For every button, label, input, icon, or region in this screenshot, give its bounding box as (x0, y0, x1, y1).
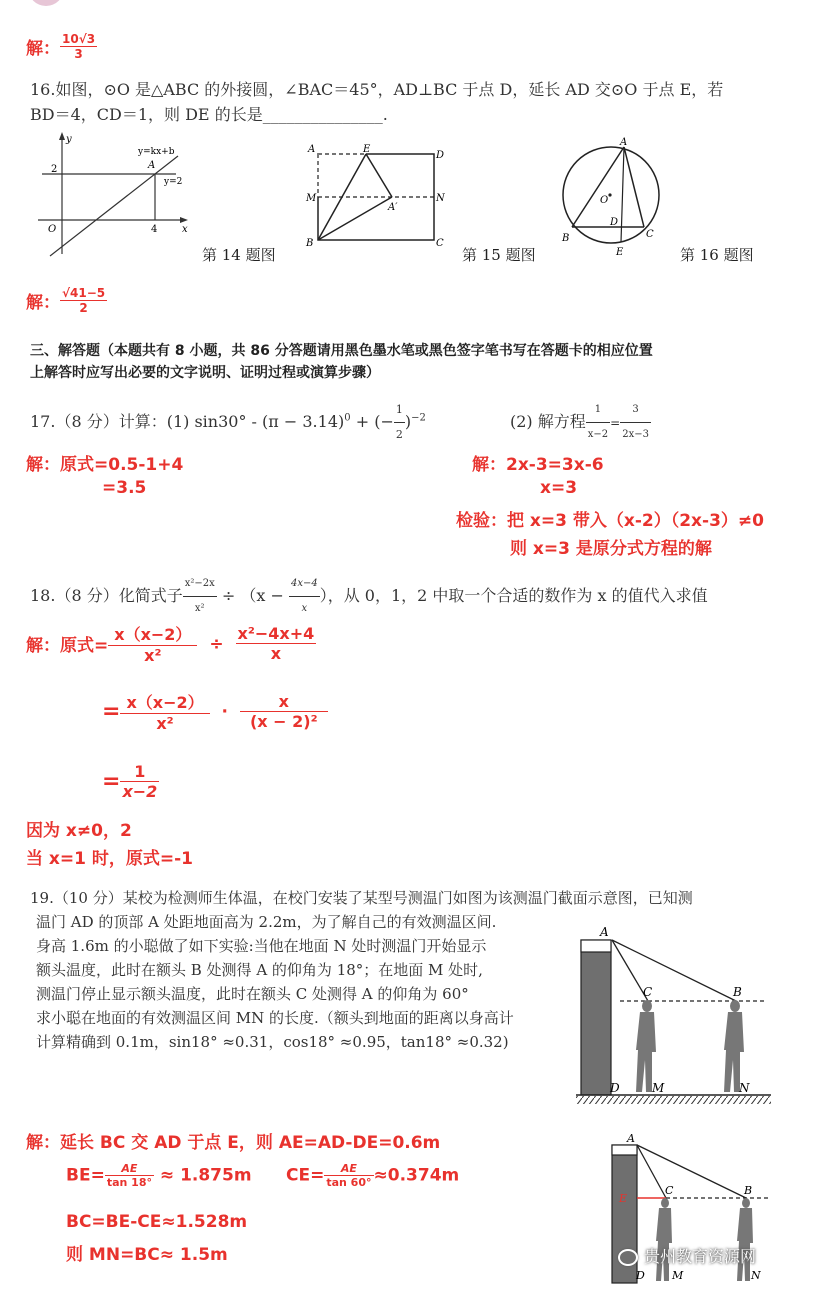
answer-prefix: 解： (26, 293, 60, 313)
answer-19-line4: 则 MN=BC≈ 1.5m (66, 1245, 228, 1265)
question-19-line2: 温门 AD 的顶部 A 处距地面高为 2.2m，为了解自己的有效测温区间. (36, 913, 497, 931)
fraction-numerator: 1 (120, 762, 159, 782)
fraction-denominator: x−2 (587, 429, 609, 440)
person-silhouette-c (636, 1000, 656, 1092)
fraction-numerator: AE (324, 1162, 373, 1176)
divide-sign: ÷ (209, 633, 224, 654)
answer-18-line5: 当 x=1 时，原式=-1 (26, 849, 194, 869)
question-16-text: BD＝4，CD＝1，则 DE 的长是 (30, 105, 263, 124)
fraction-denominator: 2 (79, 301, 88, 315)
label-C: C (665, 1184, 674, 1197)
fraction-numerator: AE (105, 1162, 154, 1176)
y-axis-label: y (66, 134, 72, 145)
hline-equation-label: y=2 (164, 177, 183, 187)
exponent-neg2: −2 (411, 412, 426, 424)
equals-sign: = (102, 699, 121, 724)
divide-expression: ÷ （x − (221, 586, 284, 605)
be-fraction (105, 1162, 154, 1189)
equals-sign: = (102, 769, 121, 794)
fraction-numerator: √41−5 (62, 286, 106, 300)
answer-prefix: 解：原式= (26, 636, 109, 656)
fraction-numerator: x²−4x+4 (237, 624, 315, 643)
label-A: A (308, 144, 316, 155)
fraction-numerator: 1 (586, 398, 610, 423)
be-result: ≈ 1.875m (159, 1165, 252, 1186)
answer-18-step2 (102, 690, 328, 733)
answer-prefix: 解： (26, 39, 60, 59)
label-D: D (610, 1081, 620, 1095)
answer-19-line1: 解：延长 BC 交 AD 于点 E，则 AE=AD-DE=0.6m (26, 1133, 441, 1153)
fraction-denominator: 3 (74, 47, 83, 61)
x-axis-label: x (182, 224, 188, 235)
answer-18-line4: 因为 x≠0，2 (26, 821, 132, 841)
answer-17a-line1: 解：原式=0.5-1+4 (26, 455, 184, 475)
ce-fraction (324, 1162, 373, 1189)
question-19-line3: 身高 1.6m 的小聪做了如下实验:当他在地面 N 处时测温门开始显示 (36, 937, 487, 955)
label-E: E (619, 1192, 628, 1205)
answer-19-be (66, 1162, 252, 1189)
question-17-part2 (510, 398, 651, 447)
question-17-text: 17.（8 分）计算：(1) sin30° - (π − 3.14) (30, 412, 345, 431)
section-3-heading-line1: 三、解答题（本题共有 8 小题，共 86 分答题请用黑色墨水笔或黑色签字笔书写在答题卡的相应位置 (30, 343, 653, 359)
answer-fraction (60, 286, 107, 315)
label-B: B (744, 1184, 753, 1197)
question-18-tail: ），从 0，1，2 中取一个合适的数作为 x 的值代入求值 (319, 586, 708, 605)
multiply-dot: · (221, 701, 229, 722)
x-tick-label: 4 (151, 224, 158, 235)
answer-19-line3: BC=BE-CE≈1.528m (66, 1212, 248, 1232)
question-18-text: 18.（8 分）化简式子 (30, 586, 183, 605)
fraction-denominator: tan 60° (326, 1176, 372, 1189)
equals-sign: = (610, 416, 621, 430)
half-fraction (394, 398, 405, 447)
answer-17b-line2: x=3 (540, 478, 578, 498)
fraction-2 (289, 572, 320, 621)
fraction-denominator: 2 (395, 428, 403, 441)
person-silhouette-b (724, 1000, 744, 1092)
label-E: E (616, 247, 624, 258)
y-tick-label: 2 (51, 164, 58, 175)
label-B: B (733, 985, 742, 999)
fraction-numerator: x（x−2） (120, 690, 209, 714)
question-16-line2 (30, 103, 388, 127)
question-19-line5: 测温门停止显示额头温度，此时在额头 C 处测得 A 的仰角为 60° (36, 985, 469, 1003)
fraction-3 (120, 690, 209, 733)
label-O: O (600, 195, 609, 206)
question-19-line1: 19.（10 分）某校为检测师生体温，在校门安装了某型号测温门如图为该测温门截面示意图，已知测 (30, 889, 693, 907)
fraction-numerator: 4x−4 (289, 572, 320, 597)
label-N: N (436, 193, 445, 204)
answer-18-step3 (102, 762, 159, 801)
label-M: M (672, 1269, 684, 1282)
answer-19-ce (286, 1162, 459, 1189)
question-17-part2-text: (2) 解方程 (510, 412, 586, 431)
question-18 (30, 572, 708, 621)
label-N: N (739, 1081, 750, 1095)
figure-16 (558, 137, 668, 257)
fraction-2 (236, 624, 317, 663)
label-C: C (436, 238, 444, 249)
fraction-denominator: x (270, 644, 282, 663)
fraction-denominator: x² (194, 603, 205, 614)
person-silhouette-c (656, 1198, 672, 1281)
fraction-numerator: 10√3 (62, 32, 96, 46)
answer-17a-line2: =3.5 (102, 478, 147, 498)
question-17-part1 (30, 398, 426, 447)
fraction-denominator: x² (156, 714, 174, 733)
fraction-denominator: 2x−3 (622, 429, 649, 440)
label-D: D (636, 1269, 645, 1282)
exponent-zero: 0 (344, 412, 351, 424)
answer-17b-line1: 解：2x-3=3x-6 (472, 455, 604, 475)
figure-15-caption: 第 15 题图 (462, 246, 536, 264)
fraction-numerator: 1 (394, 398, 405, 423)
plus-sign: + (355, 412, 370, 431)
label-A: A (627, 1132, 635, 1145)
answer-17b-line4: 则 x=3 是原分式方程的解 (510, 539, 712, 559)
fraction-numerator: x (240, 692, 328, 712)
header-logo-fragment (28, 0, 64, 6)
label-C: C (646, 229, 654, 240)
label-D: D (436, 150, 445, 161)
fraction-numerator: x²−2x (183, 572, 217, 597)
label-A-prime: A′ (388, 202, 398, 213)
point-a-label: A (148, 160, 156, 171)
fraction-5 (120, 762, 159, 801)
question-19-line4: 额头温度，此时在额头 B 处测得 A 的仰角为 18°；在地面 M 处时, (36, 961, 483, 979)
answer-17b-line3: 检验：把 x=3 带入（x-2）（2x-3）≠0 (456, 511, 764, 531)
line-equation-label: y=kx+b (138, 147, 175, 157)
figure-19 (576, 922, 776, 1107)
paren-open: (− (374, 412, 394, 431)
answer-16 (26, 286, 107, 315)
figure-14 (36, 132, 196, 262)
label-M: M (652, 1081, 665, 1095)
fraction-1 (108, 622, 197, 665)
figure-14-caption: 第 14 题图 (202, 246, 276, 264)
label-B: B (562, 233, 570, 244)
wechat-icon (618, 1249, 638, 1266)
watermark (618, 1244, 756, 1267)
answer-15 (26, 32, 97, 61)
fraction-denominator: x² (144, 646, 162, 665)
label-C: C (643, 985, 653, 999)
question-19-line7: 计算精确到 0.1m，sin18° ≈0.31，cos18° ≈0.95，tan18° ≈0.32) (36, 1033, 509, 1051)
fraction-denominator: x−2 (122, 782, 158, 801)
answer-fraction (60, 32, 97, 61)
section-3-heading-line2: 上解答时应写出必要的文字说明、证明过程或演算步骤） (30, 365, 380, 381)
fraction-denominator: (x − 2)² (249, 712, 318, 731)
fraction-denominator: tan 18° (106, 1176, 152, 1189)
equation-right (620, 398, 651, 447)
label-A: A (620, 137, 628, 148)
ce-result: ≈0.374m (373, 1165, 460, 1186)
fraction-numerator: 3 (620, 398, 651, 423)
watermark-text: 贵州教育资源网 (644, 1247, 757, 1266)
fraction-denominator: x (301, 603, 308, 614)
answer-blank: _______________. (262, 105, 388, 124)
label-E: E (363, 144, 371, 155)
paren-close: ) (404, 412, 412, 431)
ce-prefix: CE= (286, 1165, 325, 1186)
figure-15 (306, 142, 446, 252)
be-prefix: BE= (66, 1165, 105, 1186)
label-M: M (306, 193, 317, 204)
fraction-1 (183, 572, 217, 621)
answer-18-step1 (26, 622, 316, 665)
question-16-line1: 16.如图，⊙O 是△ABC 的外接圆，∠BAC＝45°，AD⊥BC 于点 D，延长 AD 交⊙O 于点 E，若 (30, 80, 724, 99)
question-19-line6: 求小聪在地面的有效测温区间 MN 的长度.（额头到地面的距离以身高计 (36, 1009, 514, 1027)
equation-left (586, 398, 610, 447)
label-B: B (306, 238, 314, 249)
figure-16-caption: 第 16 题图 (680, 246, 754, 264)
origin-label: O (48, 224, 57, 235)
label-N: N (751, 1269, 761, 1282)
label-D: D (610, 217, 619, 228)
fraction-4 (240, 692, 328, 731)
fraction-numerator: x（x−2） (108, 622, 197, 646)
label-A: A (600, 925, 609, 939)
